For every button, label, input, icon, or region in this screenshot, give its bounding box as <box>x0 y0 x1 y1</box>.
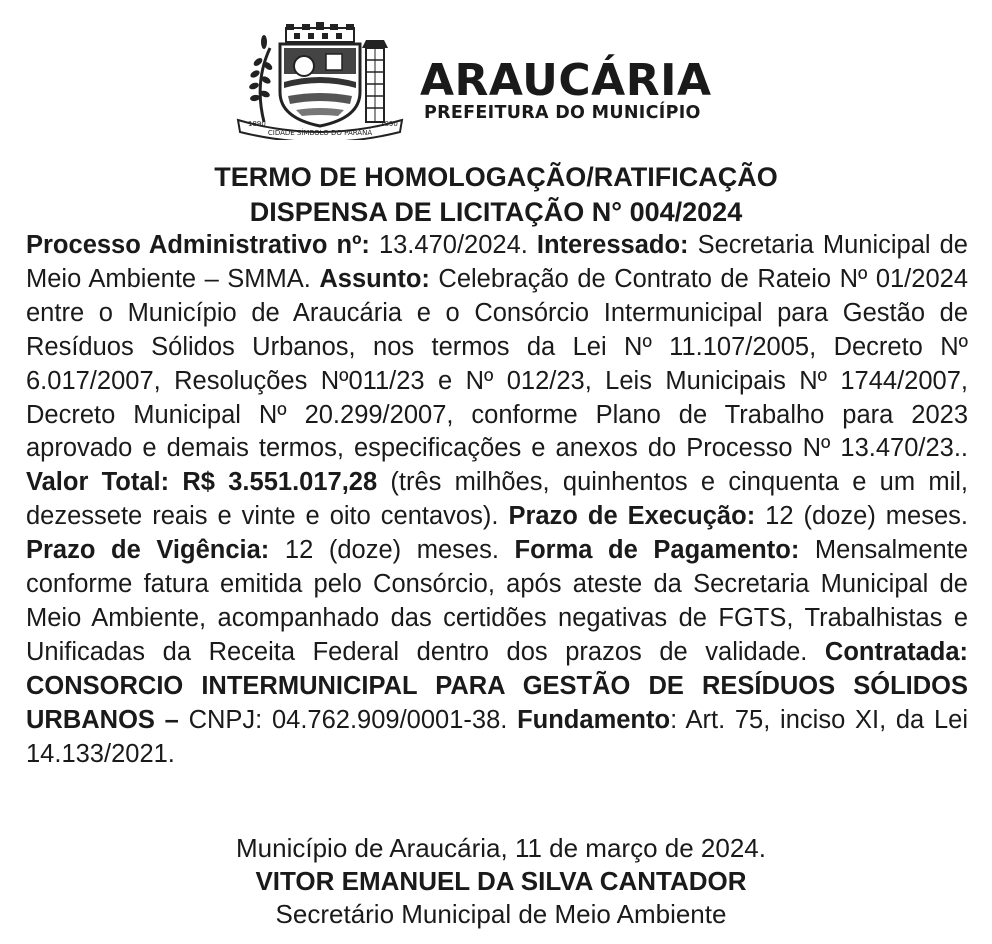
value-processo: 13.470/2024. <box>369 231 537 259</box>
label-prazo-vigencia: Prazo de Vigência: <box>26 536 270 565</box>
value-fundamento: : Art. 75, inciso XI, da Lei 14.133/2021. <box>26 705 969 768</box>
coat-year-left: 1890 <box>248 120 266 128</box>
value-assunto: Celebração de Contrato de Rateio Nº 01/2024 entre o Município de Araucária e o Consórcio Intermunicipal para Gestão de Resíduos Sólidos Urbanos, nos termos da Lei Nº 11.107/2005, Decreto Nº 6.017/2007, Resoluções Nº011/23 e Nº 012/23, Leis Municipais Nº 1744/2007, Decreto Municipal Nº 20.299/2007, conforme Plano de Trabalho para 2023 aprovado e demais termos, especificações e anexos do Processo Nº 13.470/23.. <box>26 264 968 463</box>
label-prazo-execucao: Prazo de Execução: <box>508 502 756 531</box>
value-prazo-execucao: 12 (doze) meses. <box>755 502 968 531</box>
value-interessado: Secretaria Municipal de Meio Ambiente – SMMA. <box>26 231 968 293</box>
label-processo: Processo Administrativo nº: <box>26 231 370 259</box>
coat-of-arms-icon <box>234 22 406 140</box>
label-assunto: Assunto: <box>319 264 430 293</box>
brand <box>420 55 765 123</box>
coat-motto: CIDADE SÍMBOLO DO PARANÁ <box>267 129 373 137</box>
value-forma-pagamento: Mensalmente conforme fatura emitida pelo Consórcio, após ateste da Secretaria Municipal de Meio Ambiente, acompanhado das certidões negativas de FGTS, Trabalhistas e Unificadas da Receita Federal dentro dos prazos de validade. <box>26 536 968 666</box>
signatory-role: Secretário Municipal de Meio Ambiente <box>275 899 727 929</box>
document-body <box>26 229 968 772</box>
coat-year-right: 1890 <box>380 120 398 128</box>
place-date: Município de Araucária, 11 de março de 2024. <box>236 833 766 863</box>
label-valor-total: Valor Total: R$ 3.551.017,28 <box>26 468 378 497</box>
brand-name: ARAUCÁRIA <box>420 55 712 106</box>
label-forma-pagamento: Forma de Pagamento: <box>514 536 800 565</box>
value-valor-extenso: (três milhões, quinhentos e cinquenta e um mil, dezessete reais e vinte e oito centavos). <box>26 468 968 531</box>
label-interessado: Interessado: <box>536 231 689 259</box>
document-subtitle: DISPENSA DE LICITAÇÃO N° 004/2024 <box>249 197 743 227</box>
value-prazo-vigencia: 12 (doze) meses. <box>269 536 515 565</box>
header <box>0 22 992 144</box>
document-title: TERMO DE HOMOLOGAÇÃO/RATIFICAÇÃO <box>214 162 778 192</box>
value-contratada: CNPJ: 04.762.909/0001-38. <box>178 705 518 734</box>
signatory-name: VITOR EMANUEL DA SILVA CANTADOR <box>255 866 747 896</box>
label-fundamento: Fundamento <box>517 705 671 734</box>
label-contratada: Contratada: CONSORCIO INTERMUNICIPAL PARA GESTÃO DE RESÍDUOS SÓLIDOS URBANOS – <box>26 637 968 734</box>
brand-subtitle: PREFEITURA DO MUNICÍPIO <box>424 103 701 123</box>
